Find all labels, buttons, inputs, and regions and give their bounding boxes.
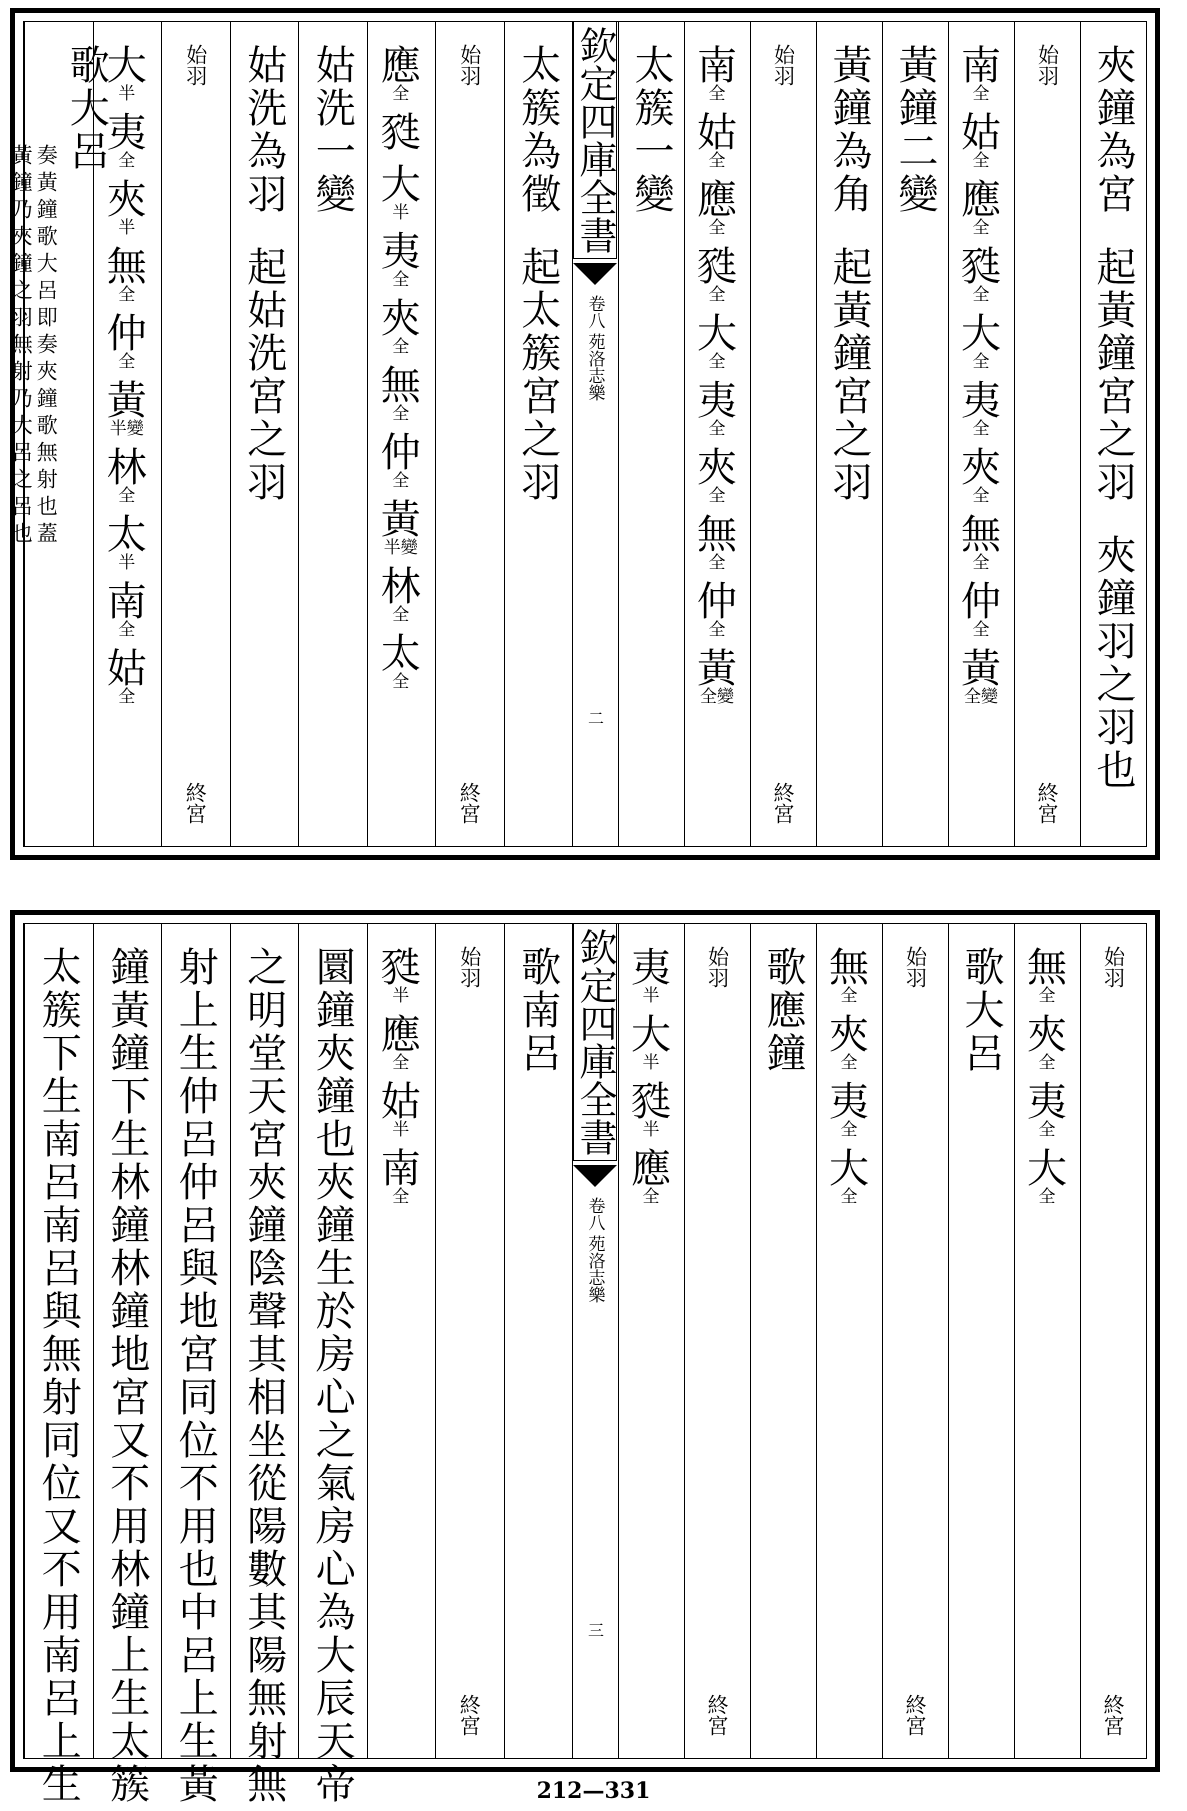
text-line: 歌應鐘 [760,946,806,1075]
pitch-note [961,513,1001,572]
label-end: 終宮 [1101,1694,1125,1736]
column-c3 [948,44,1014,836]
pitch-name: 南 [961,43,1001,89]
pitch-mark: 全 [118,285,136,305]
pitch-note [381,632,421,691]
column-c12 [298,44,367,836]
note-sequence [631,946,671,1206]
pitch-name: 仲 [106,311,147,357]
pitch-name: 夷 [697,378,737,424]
pitch-name: 大 [106,43,147,89]
pitch-mark: 全 [392,337,410,357]
pitch-note [107,446,147,505]
column-d5 [816,946,882,1748]
pitch-name: 無 [697,512,737,558]
pitch-name: 夷 [1027,1079,1067,1125]
column-c5 [816,44,882,836]
pitch-note [961,312,1001,371]
pitch-mark: 全 [840,1053,858,1073]
column-d8 [618,946,684,1748]
label-start: 始羽 [705,946,730,988]
pitch-mark: 全 [1038,1120,1056,1140]
song-cell [9,44,110,549]
pitch-note [961,580,1001,639]
pitch-note [829,1013,869,1072]
pitch-mark: 半 [118,553,136,573]
label-start: 始羽 [1101,946,1126,988]
pitch-mark: 全 [118,486,136,506]
column-d7 [684,946,750,1748]
text-line: 起黃鐘宮之羽 [1090,246,1136,504]
pitch-mark: 全 [708,151,726,171]
text-line: 圜鐘夾鐘也夾鐘生於房心之氣房心為大辰天帝 [309,946,356,1806]
center-column [572,924,618,1758]
pitch-name: 夾 [106,177,147,223]
text-line: 射上生仲呂仲呂與地宮同位不用也中呂上生黃 [172,946,219,1806]
pitch-mark: 全 [972,553,990,573]
pitch-note [697,312,737,371]
pitch-mark: 全 [392,1053,410,1073]
pitch-name: 應 [697,177,737,223]
pitch-note [381,946,421,1005]
pitch-name: 甤 [380,110,421,156]
text-line: 黃鐘為角 [826,44,872,216]
pitch-note [961,446,1001,505]
pitch-note [961,44,1001,103]
song-notes [9,144,59,549]
pitch-mark: 半 [118,84,136,104]
pitch-note [107,111,147,170]
column-d11 [367,946,436,1748]
pitch-name: 夾 [961,445,1001,491]
text-line: 黃鐘二變 [892,44,938,216]
pitch-note [107,513,147,572]
pitch-name: 大 [697,311,737,357]
pitch-name: 南 [697,43,737,89]
column-c6 [750,44,816,836]
pitch-name: 姑 [961,110,1001,156]
pitch-note [381,297,421,356]
column-d12 [298,946,367,1806]
pitch-name: 夾 [380,296,421,342]
pitch-mark: 全 [708,352,726,372]
text-line: 太簇一變 [628,44,674,216]
pitch-mark: 全變 [700,687,734,707]
pitch-name: 大 [380,162,421,208]
label-start: 始羽 [903,946,928,988]
book-title: 欽定四庫全書 [573,924,617,1161]
pitch-name: 甤 [380,945,421,991]
column-d1 [1080,946,1146,1748]
pitch-name: 南 [106,579,147,625]
subtitle-part: 苑洛志樂 [584,1235,605,1303]
pitch-name: 夷 [829,1079,869,1125]
column-c8 [618,44,684,836]
column-c10 [435,44,504,836]
text-line: 夾鐘羽之羽也 [1090,534,1136,792]
pitch-name: 黃 [697,646,737,692]
column-c1 [1080,44,1146,836]
pitch-name: 仲 [380,430,421,476]
note-sequence [381,44,421,691]
text-line: 鐘黃鐘下生林鐘林鐘地宮又不用林鐘上生太簇 [103,946,150,1806]
column-c13 [230,44,299,836]
pitch-note [107,647,147,706]
pitch-name: 大 [829,1146,869,1192]
pitch-note [381,431,421,490]
pitch-note [697,111,737,170]
column-c7 [684,44,750,836]
pitch-name: 夾 [1027,1012,1067,1058]
book-title: 欽定四庫全書 [573,22,617,259]
pitch-name: 南 [380,1146,421,1192]
text-line: 夾鐘為宮 [1090,44,1136,216]
pitch-name: 大 [631,1012,671,1058]
pitch-mark: 全 [1038,986,1056,1006]
column-rule [618,924,619,1758]
pitch-note [381,1013,421,1072]
pitch-mark: 全 [708,218,726,238]
pitch-mark: 全 [972,84,990,104]
pitch-note [1027,946,1067,1005]
pitch-name: 夾 [697,445,737,491]
pitch-name: 甤 [697,244,737,290]
pitch-mark: 半 [392,1120,410,1140]
pitch-note [697,513,737,572]
pitch-mark: 全 [840,986,858,1006]
pitch-note [381,44,421,103]
column-rule [618,22,619,846]
column-c9 [504,44,573,836]
pitch-name: 無 [380,363,421,409]
pitch-name: 夷 [631,945,671,991]
pitch-mark: 半 [392,986,410,1006]
label-start: 始羽 [457,44,482,86]
pitch-note [381,565,421,624]
pitch-mark: 全 [972,419,990,439]
pitch-name: 應 [631,1146,671,1192]
text-line: 歌大呂 [958,946,1004,1075]
column-d4 [882,946,948,1748]
pitch-note [1027,1013,1067,1072]
pitch-mark: 全 [392,471,410,491]
pitch-mark: 全 [118,620,136,640]
pitch-note [697,647,737,706]
pitch-mark: 全 [392,605,410,625]
pitch-mark: 全 [972,151,990,171]
pitch-name: 無 [829,945,869,991]
text-line: 姑洗一變 [309,44,356,216]
pitch-note [631,1013,671,1072]
pitch-note [631,1080,671,1139]
pitch-mark: 全 [708,419,726,439]
pitch-mark: 半變 [383,538,418,558]
note-sequence [961,44,1001,706]
pitch-name: 大 [961,311,1001,357]
column-d10 [435,946,504,1748]
column-d2 [1014,946,1080,1748]
label-end: 終宮 [705,1694,729,1736]
pitch-name: 黃 [380,497,421,543]
pitch-note [107,379,147,438]
column-c16 [9,44,110,836]
column-d3 [948,946,1014,1748]
pitch-name: 姑 [380,1079,421,1125]
pitch-note [381,1147,421,1206]
pitch-mark: 全 [118,352,136,372]
song-note: 奏黃鐘歌大呂即奏夾鐘歌無射也蓋 [34,144,59,549]
text-line: 之明堂天宮夾鐘陰聲其相坐從陽數其陽無射無 [240,946,287,1806]
pitch-name: 夷 [380,229,421,275]
pitch-mark: 全 [392,1187,410,1207]
label-end: 終宮 [903,1694,927,1736]
column-d9 [504,946,573,1748]
column-d13 [230,946,299,1806]
pitch-name: 林 [106,445,147,491]
book-subtitle [583,1197,608,1303]
pitch-note [829,1080,869,1139]
text-line: 太簇為徵 [514,44,561,216]
column-d6 [750,946,816,1748]
pitch-name: 夾 [829,1012,869,1058]
pitch-mark: 全 [708,553,726,573]
label-start: 始羽 [457,946,482,988]
column-d15 [93,946,162,1806]
pitch-note [631,1147,671,1206]
subtitle-part: 卷八 [584,295,605,329]
pitch-mark: 全 [972,352,990,372]
pitch-note [381,364,421,423]
pitch-name: 林 [380,564,421,610]
pitch-name: 太 [380,631,421,677]
pitch-mark: 全 [840,1120,858,1140]
label-start: 始羽 [1035,44,1060,86]
pitch-mark: 全 [118,687,136,707]
pitch-note [697,580,737,639]
label-start: 始羽 [771,44,796,86]
pitch-mark: 全 [972,218,990,238]
pitch-name: 應 [380,43,421,89]
pitch-mark: 全 [972,285,990,305]
pitch-note [961,245,1001,304]
pitch-note [107,178,147,237]
pitch-note [961,647,1001,706]
pitch-mark: 半 [642,1120,660,1140]
column-c2 [1014,44,1080,836]
pitch-mark: 全 [392,404,410,424]
pitch-note [829,946,869,1005]
note-sequence [697,44,737,706]
book-subtitle [583,295,608,401]
pitch-name: 大 [1027,1146,1067,1192]
pitch-note [1027,1080,1067,1139]
label-end: 終宮 [1035,782,1059,824]
subtitle-part: 卷八 [584,1197,605,1231]
pitch-name: 姑 [106,646,147,692]
pitch-mark: 全 [392,270,410,290]
pitch-name: 太 [106,512,147,558]
text-line: 起姑洗宮之羽 [240,246,287,504]
pitch-note [697,44,737,103]
page-top [10,8,1160,860]
pitch-note [107,580,147,639]
pitch-note [829,1147,869,1206]
pitch-note [107,44,147,103]
pitch-note [381,163,421,222]
pitch-mark: 全 [840,1187,858,1207]
pitch-note [107,245,147,304]
pitch-name: 黃 [961,646,1001,692]
pitch-note [697,446,737,505]
note-sequence [381,946,421,1206]
pitch-mark: 全 [708,620,726,640]
label-end: 終宮 [183,782,208,824]
note-sequence [829,946,869,1206]
pitch-mark: 全 [1038,1187,1056,1207]
pitch-mark: 全 [708,285,726,305]
pitch-note [381,1080,421,1139]
pitch-mark: 全 [642,1187,660,1207]
pitch-mark: 全變 [964,687,998,707]
text-line: 起太簇宮之羽 [514,246,561,504]
pitch-name: 無 [106,244,147,290]
song-note: 黃鐘乃夾鐘之羽無射乃大呂之呂也 [9,144,34,549]
text-line: 歌南呂 [514,946,561,1075]
pitch-note [381,111,421,155]
pitch-mark: 半 [642,1053,660,1073]
pitch-mark: 半 [392,203,410,223]
pitch-name: 甤 [631,1079,671,1125]
pitch-name: 無 [961,512,1001,558]
fish-tail-mark [573,263,617,289]
page-top-frame [9,21,1147,847]
pitch-note [381,498,421,557]
pitch-mark: 全 [708,486,726,506]
column-c14 [161,44,230,836]
pitch-mark: 半 [118,218,136,238]
subtitle-part: 苑洛志樂 [584,333,605,401]
label-end: 終宮 [771,782,795,824]
column-d14 [161,946,230,1806]
note-sequence [1027,946,1067,1206]
pitch-mark: 全 [1038,1053,1056,1073]
pitch-name: 黃 [106,378,147,424]
pitch-note [961,111,1001,170]
pitch-note [381,230,421,289]
pitch-note [1027,1147,1067,1206]
pitch-note [697,245,737,304]
text-line: 起黃鐘宮之羽 [826,246,872,504]
pitch-mark: 全 [392,84,410,104]
fish-tail-mark [573,1165,617,1191]
pitch-name: 夷 [961,378,1001,424]
pitch-note [631,946,671,1005]
text-line: 太簇下生南呂南呂與無射同位又不用南呂上生 [35,946,82,1806]
pitch-name: 甤 [961,244,1001,290]
column-c11 [367,44,436,836]
pitch-name: 夷 [106,110,147,156]
note-sequence [107,44,147,706]
text-line: 姑洗為羽 [240,44,287,216]
pitch-mark: 半變 [109,419,144,439]
pitch-mark: 半 [642,986,660,1006]
column-d16 [24,946,93,1806]
pitch-name: 應 [961,177,1001,223]
page-number: 二 [585,710,605,726]
pitch-note [961,178,1001,237]
center-column [572,22,618,846]
pitch-name: 姑 [697,110,737,156]
pitch-mark: 全 [972,620,990,640]
pitch-note [961,379,1001,438]
page-footer-number: 212—331 [536,1778,651,1804]
label-start: 始羽 [183,44,208,86]
page-number: 三 [585,1622,605,1638]
pitch-note [107,312,147,371]
pitch-mark: 全 [972,486,990,506]
pitch-name: 無 [1027,945,1067,991]
label-end: 終宮 [457,782,482,824]
pitch-note [697,178,737,237]
pitch-mark: 全 [118,151,136,171]
pitch-note [697,379,737,438]
pitch-mark: 全 [708,84,726,104]
column-c4 [882,44,948,836]
label-end: 終宮 [457,1694,482,1736]
song-title: 歌大呂 [63,44,110,173]
pitch-name: 仲 [697,579,737,625]
pitch-name: 仲 [961,579,1001,625]
pitch-mark: 全 [392,672,410,692]
pitch-name: 應 [380,1012,421,1058]
